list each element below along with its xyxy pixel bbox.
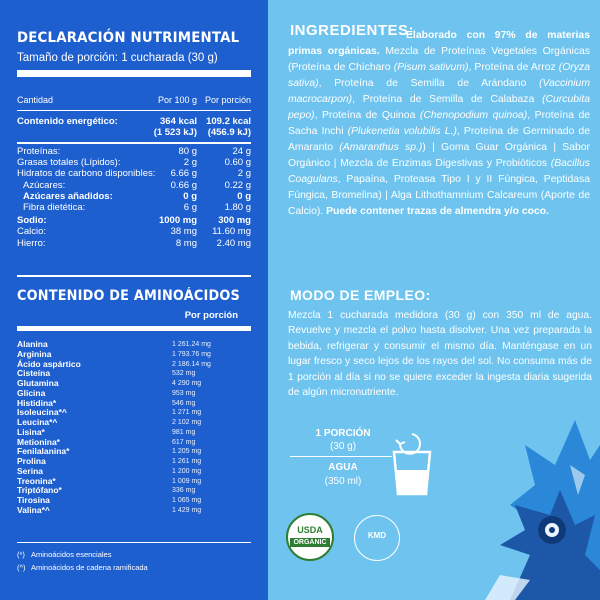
amino-list <box>17 340 251 516</box>
nutrient-row <box>17 226 251 237</box>
ingredient-fragment: , Proteína de Semilla de Calabaza <box>352 94 543 105</box>
nutrient-label: Azúcares añadidos: <box>23 190 113 202</box>
usda-seal-top: USDA <box>297 525 323 535</box>
amino-value: 953 mg <box>172 389 196 397</box>
amino-name: Isoleucina*^ <box>17 407 67 418</box>
amino-note <box>17 548 148 561</box>
portion-label: 1 PORCIÓN <box>315 428 371 439</box>
nutrient-perserving: 1.80 g <box>224 201 251 213</box>
amino-name: Histidina* <box>17 397 57 408</box>
ingredient-fragment: (Pisum sativum) <box>393 62 469 73</box>
ingredients-title: INGREDIENTES: <box>290 22 415 39</box>
nutrient-label: Fibra dietética: <box>23 201 86 213</box>
amino-name: Triptófano* <box>17 485 62 496</box>
ingredient-fragment: (Curcubita pepo) <box>288 94 590 121</box>
amino-value: 2 186.14 mg <box>172 360 211 368</box>
portion-amount: (30 g) <box>329 441 357 452</box>
amino-value: 546 mg <box>172 399 196 407</box>
amino-value: 1 793.76 mg <box>172 350 211 358</box>
nutrient-per100: 1000 mg <box>158 215 197 227</box>
amino-value: 1 261 mg <box>172 458 202 465</box>
divider-bottom <box>17 275 251 277</box>
amino-value: 1 205 mg <box>172 448 202 456</box>
kmd-seal <box>354 515 400 561</box>
nutrition-panel <box>0 0 268 600</box>
nutrient-per100: 80 g <box>178 146 197 157</box>
nutrient-per100: 6.66 g <box>170 168 197 180</box>
nutrient-perserving: 0 g <box>237 190 251 202</box>
amino-value: 2 102 mg <box>172 419 202 426</box>
amino-divider-bottom <box>17 542 251 543</box>
ingredient-fragment: Puede contener trazas de almendra y/o coco. <box>326 206 550 217</box>
divider-medium <box>17 142 251 144</box>
amino-name: Leucina*^ <box>17 417 58 427</box>
nutrition-table <box>17 95 251 106</box>
amino-subtitle: Por porción <box>184 310 238 321</box>
usda-organic-seal <box>286 513 334 561</box>
amino-divider-thick <box>17 326 251 331</box>
amino-row <box>17 506 251 516</box>
amino-value: 1 429 mg <box>172 506 202 514</box>
ingredient-fragment: (Oryza sativa) <box>288 62 590 89</box>
energy-label: Contenido energético: <box>17 116 118 127</box>
header-cantidad: Cantidad <box>17 95 54 105</box>
nutrient-row <box>17 157 251 168</box>
nutrient-per100: 6 g <box>183 201 197 213</box>
ingredient-fragment: (Plukenetia volubilis L.) <box>347 126 457 137</box>
nutrient-perserving: 0.60 g <box>224 157 251 169</box>
amino-name: Fenilalanina* <box>17 446 70 457</box>
ingredient-fragment: , Proteína de Semilla de Arándano <box>318 78 539 89</box>
nutrient-per100: 2 g <box>183 157 197 169</box>
nutrient-row <box>17 180 251 191</box>
nutrient-per100: 8 mg <box>175 237 197 249</box>
amino-value: 532 mg <box>172 370 196 378</box>
ingredient-fragment: , Papaína, Proteasa Tipo I y II Fúngica, Peptidasa Fúngica, Bromelina) | Alga Lithothamnium Calcareum (Aporte de Calcio). <box>288 174 590 217</box>
energy-kj-row <box>17 127 251 138</box>
ingredient-fragment: (Chenopodium quinoa) <box>419 110 528 121</box>
decorative-mask-illustration <box>480 405 600 600</box>
amino-row <box>17 379 251 389</box>
amino-value: 1 261.24 mg <box>172 341 211 348</box>
amino-note-key: (*) <box>17 550 25 559</box>
usage-text: Mezcla 1 cucharada medidora (30 g) con 350 ml de agua. Revuelve y mezcla el polvo hasta disolver. Una vez preparada la bebida, refrigerar y consumir el mismo día. Manténgase en un lugar fresco y seco lejos de los rayos del sol. No consuma más de 1 porción al día si no se quiere exceder la ingesta diaria sugerida de algún micronutriente. <box>288 310 592 399</box>
energy-perserving: 109.2 kcal <box>206 116 251 127</box>
nutrient-label: Sodio: <box>17 215 47 227</box>
energy-row <box>17 116 251 127</box>
serving-size: Tamaño de porción: 1 cucharada (30 g) <box>17 52 218 64</box>
amino-row <box>17 486 251 496</box>
amino-row <box>17 418 251 428</box>
nutrient-row <box>17 168 251 179</box>
energy-per100: 364 kcal <box>160 116 197 127</box>
ingredient-fragment: Mezcla de Proteínas Vegetales Orgánicas (Proteína de Chícharo <box>288 46 590 73</box>
nutrient-perserving: 2 g <box>237 168 251 180</box>
nutrient-perserving: 11.60 mg <box>212 226 251 238</box>
nutrient-label: Grasas totales (Lípidos): <box>17 157 121 169</box>
amino-value: 1 200 mg <box>172 467 202 475</box>
usda-seal-bottom: ORGANIC <box>290 538 330 547</box>
amino-value: 981 mg <box>172 428 196 436</box>
amino-name: Arginina <box>17 348 52 359</box>
amino-title: CONTENIDO DE AMINOÁCIDOS <box>17 288 240 304</box>
nutrient-row <box>17 191 251 202</box>
amino-note-text: Aminoácidos esenciales <box>31 550 112 559</box>
amino-name: Serina <box>17 465 43 476</box>
nutrient-label: Proteínas: <box>17 146 61 157</box>
amino-name: Prolina <box>17 456 46 466</box>
amino-value: 336 mg <box>172 487 196 495</box>
amino-note-key: (^) <box>17 563 26 572</box>
ingredient-fragment: (Vaccinium macrocarpon) <box>288 78 590 105</box>
ingredient-fragment: , Proteína de Arroz <box>468 62 559 73</box>
portion-divider <box>290 456 392 457</box>
water-amount: (350 ml) <box>324 476 362 487</box>
amino-row <box>17 447 251 457</box>
ingredient-fragment: , Proteína de Germinado de Amaranto <box>288 126 590 153</box>
amino-name: Tirosina <box>17 495 50 505</box>
amino-value: 4 290 mg <box>172 380 202 387</box>
water-label: AGUA <box>328 462 358 473</box>
usage-title: MODO DE EMPLEO: <box>290 287 431 303</box>
ingredient-fragment: , Proteína de Sacha Inchi <box>288 110 590 137</box>
nutrient-row <box>17 202 251 213</box>
nutrient-label: Azúcares: <box>23 179 66 191</box>
nutrient-row <box>17 238 251 249</box>
divider-thin <box>17 110 251 111</box>
amino-name: Alanina <box>17 339 48 349</box>
nutrient-perserving: 0.22 g <box>224 179 251 191</box>
kmd-seal-text: KMD <box>367 531 387 540</box>
amino-row <box>17 360 251 370</box>
amino-name: Glicina <box>17 387 46 398</box>
ingredients-lead: Elaborado con 97% de materias primas orgánicas. <box>288 30 590 57</box>
amino-name: Cisteína <box>17 368 51 379</box>
info-panel <box>268 0 600 600</box>
energy-kj-per100: (1 523 kJ) <box>153 127 197 139</box>
nutrient-per100: 0.66 g <box>170 179 197 191</box>
ingredient-fragment: ) | Goma Guar Orgánica | Sabor Orgánico | Mezcla de Enzimas Digestivas y Probióticos <box>288 142 590 169</box>
amino-name: Treonina* <box>17 475 56 486</box>
amino-name: Ácido aspártico <box>17 358 81 369</box>
ingredient-fragment: , Proteína de Quinoa <box>314 110 420 121</box>
nutrient-label: Hidratos de carbono disponibles: <box>17 168 156 180</box>
nutrient-rows <box>17 146 251 249</box>
nutrient-perserving: 2.40 mg <box>216 237 251 249</box>
amino-notes <box>17 548 148 574</box>
amino-name: Valina*^ <box>17 504 50 515</box>
amino-name: Lisina* <box>17 426 45 437</box>
ingredient-fragment: (Bacillus Coagulans <box>288 158 590 185</box>
energy-block <box>17 116 251 138</box>
nutrient-perserving: 24 g <box>232 146 251 157</box>
amino-value: 1 009 mg <box>172 477 202 485</box>
amino-row <box>17 496 251 506</box>
amino-value: 617 mg <box>172 438 196 446</box>
glass-icon <box>386 422 438 498</box>
energy-kj-perserving: (456.9 kJ) <box>207 127 251 139</box>
header-per100: Por 100 g <box>157 95 197 105</box>
amino-value: 1 065 mg <box>172 497 202 504</box>
ingredients-text <box>288 28 590 220</box>
nutrient-label: Calcio: <box>17 226 47 238</box>
amino-note <box>17 561 148 574</box>
divider-thick <box>17 70 251 77</box>
nutrient-row <box>17 146 251 157</box>
table-header <box>17 95 251 106</box>
amino-note-text: Aminoácidos de cadena ramificada <box>31 563 148 572</box>
ingredient-fragment: (Amaranthus sp.) <box>339 142 423 153</box>
nutrition-title: DECLARACIÓN NUTRIMENTAL <box>17 30 240 46</box>
header-perserving: Por porción <box>204 95 251 105</box>
nutrient-per100: 38 mg <box>170 226 197 238</box>
amino-name: Glutamina <box>17 378 59 388</box>
amino-value: 1 271 mg <box>172 409 202 417</box>
amino-name: Metionina* <box>17 436 60 447</box>
amino-row <box>17 340 251 350</box>
amino-row <box>17 457 251 467</box>
nutrient-row <box>17 215 251 226</box>
nutrient-per100: 0 g <box>183 190 197 202</box>
nutrient-label: Hierro: <box>17 237 46 249</box>
nutrient-perserving: 300 mg <box>218 215 251 227</box>
